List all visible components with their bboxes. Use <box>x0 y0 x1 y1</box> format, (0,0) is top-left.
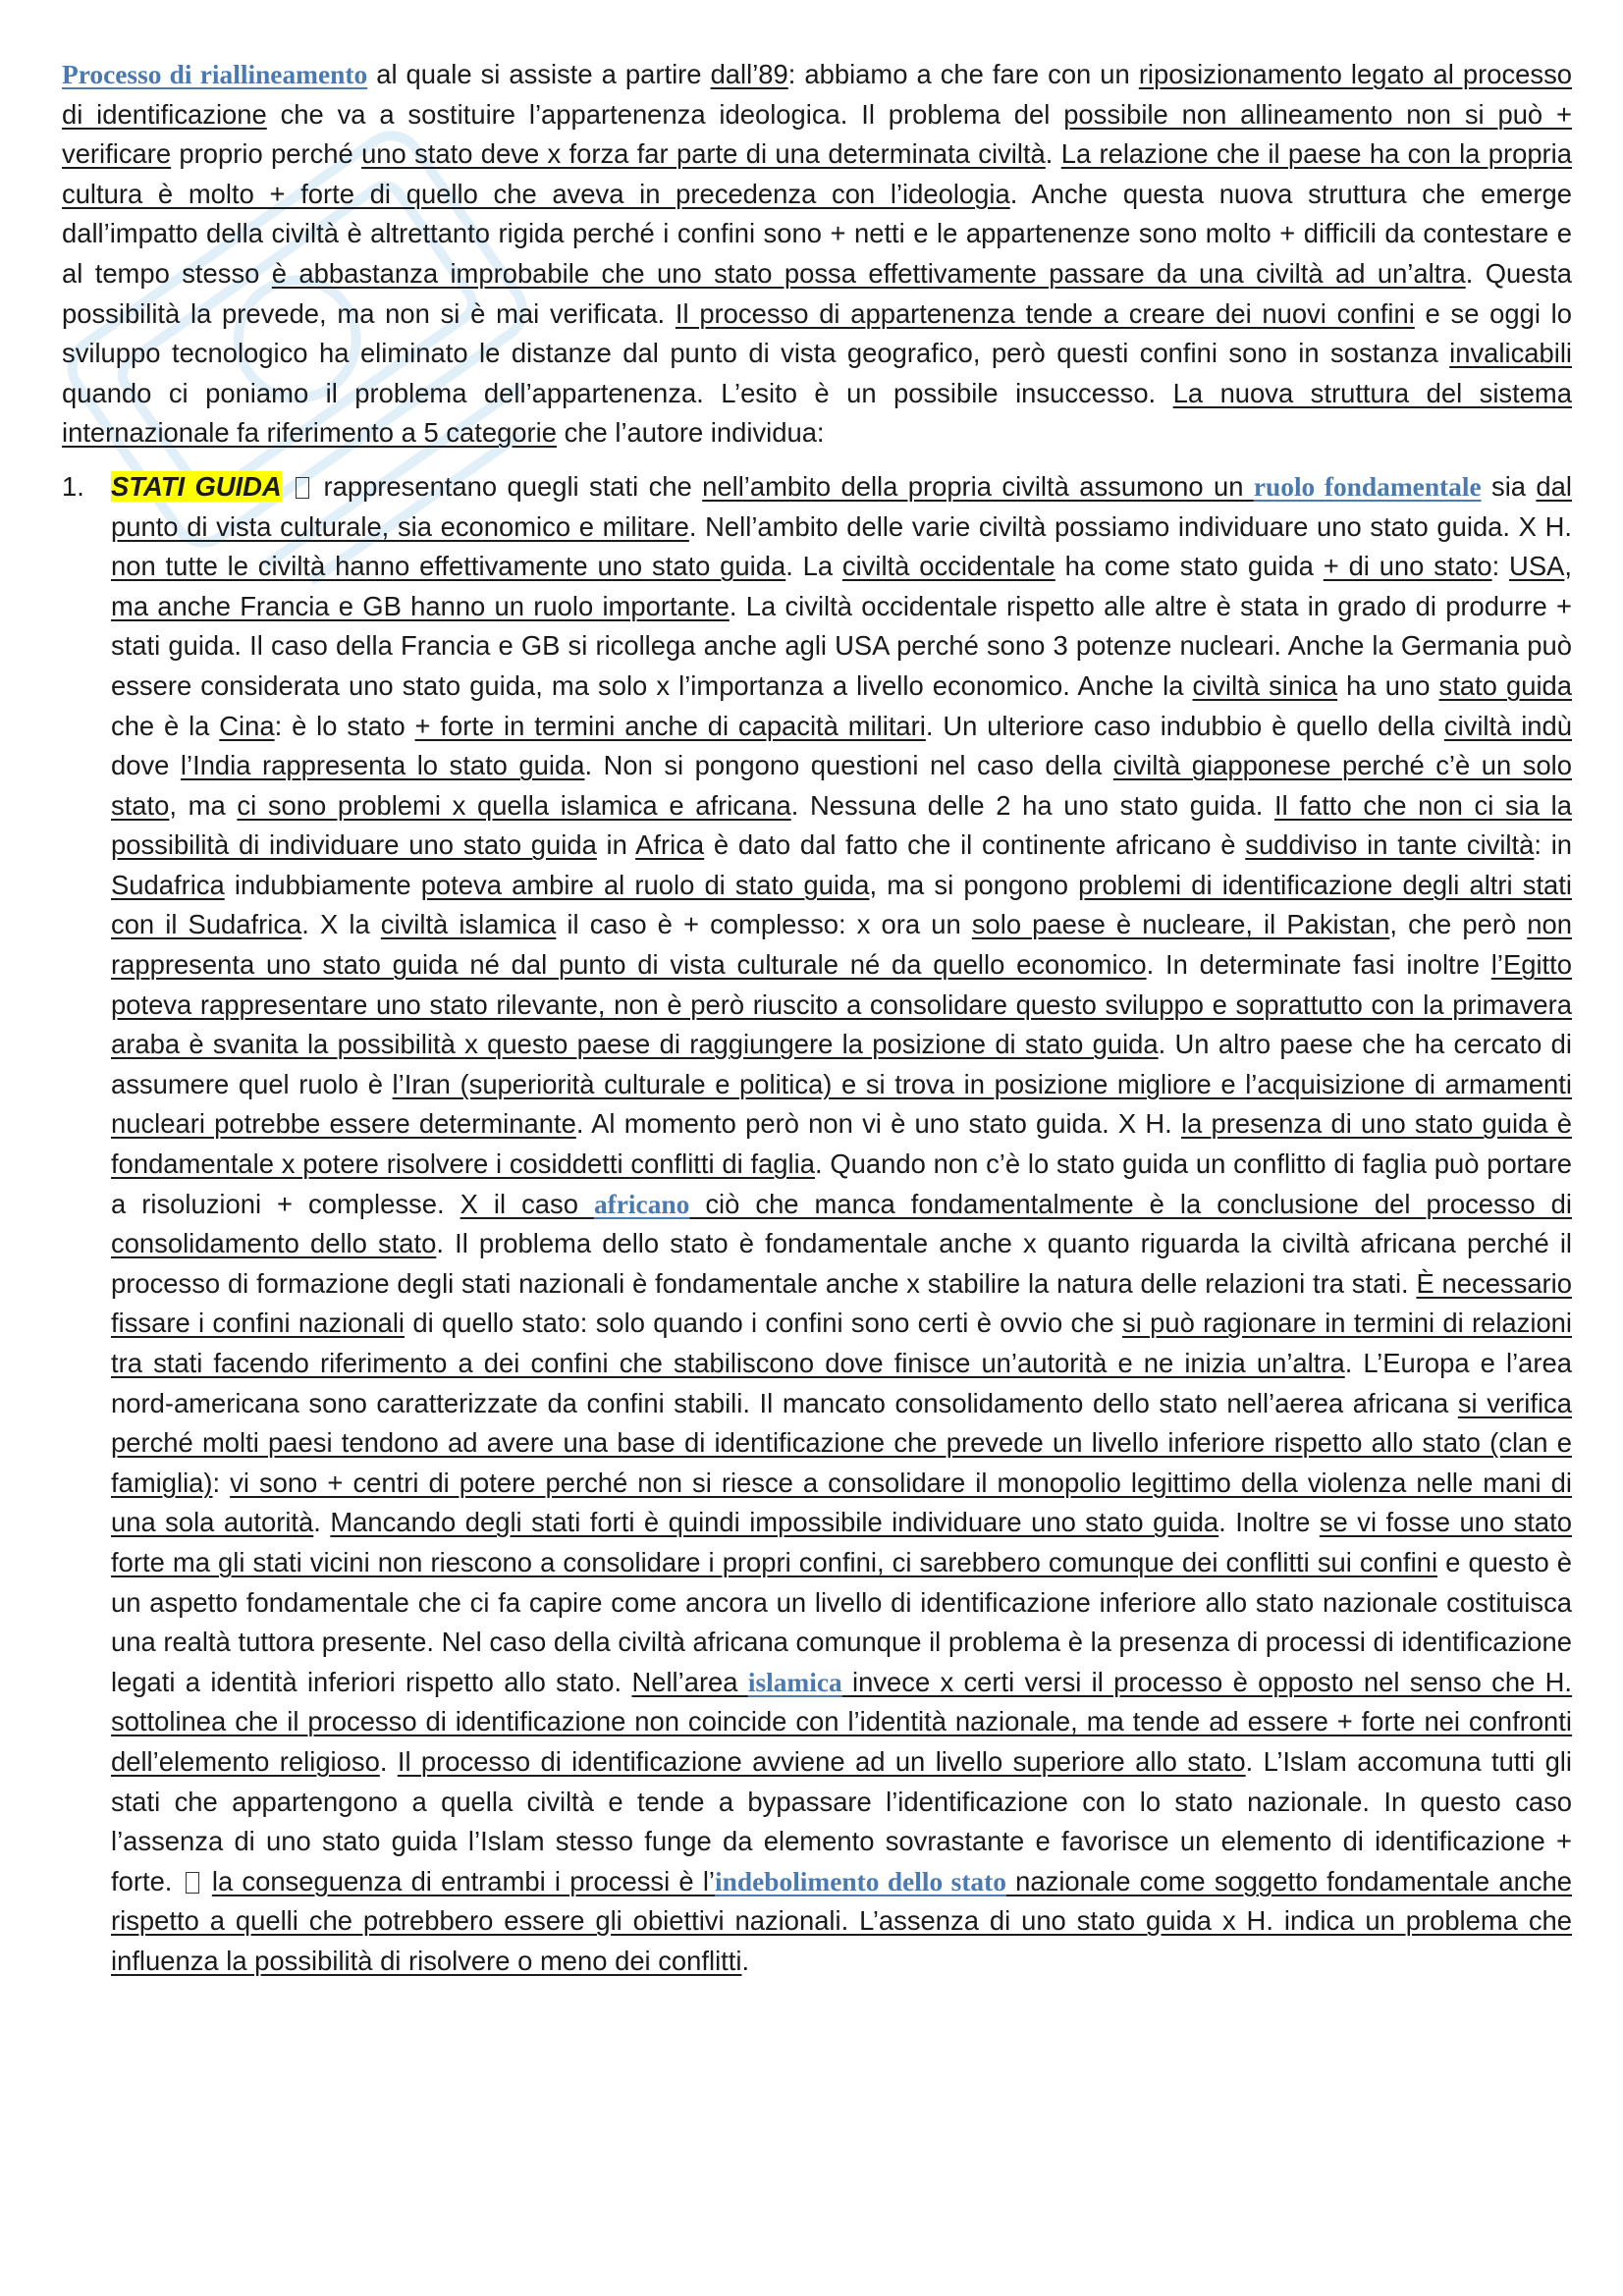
text-run: è dato dal fatto che il continente africano è <box>704 829 1246 861</box>
text-run: . Al momento però non vi è uno stato guida. X H. <box>575 1108 1182 1140</box>
text-run: e questo è un aspetto fondamentale che ci fa capire come ancora un livello di identificazione inferiore allo stato nazionale costituisca una realtà tuttora presente. Nel caso della civiltà africana comunque il problema è la presenza di processi di identificazione legati a identità inferiori rispetto allo stato. <box>111 1546 1572 1697</box>
text-run: : <box>212 1467 231 1498</box>
underlined-text: È necessario fissare i confini nazionali <box>111 1267 1572 1339</box>
underlined-text: possibile non allineamento non si può + verificare <box>62 98 1573 170</box>
underlined-text: USA <box>1509 551 1565 582</box>
underlined-text: La relazione che il paese ha con la propria cultura è molto + forte di quello che aveva in precedenza con l’ideologia <box>62 138 1572 209</box>
text-run <box>203 1866 212 1896</box>
underlined-text: suddiviso in tante civiltà <box>1245 829 1535 861</box>
text-run: : <box>1491 551 1510 582</box>
underlined-text: Africa <box>635 829 705 861</box>
underlined-text: civiltà occidentale <box>841 551 1055 582</box>
text-run: che va a sostituire l’appartenenza ideologica. Il problema del <box>266 98 1064 130</box>
underlined-text: invece x certi versi il processo è opposto nel senso che H. sottolinea che il processo di identificazione non coincide con l’identità nazionale, ma tende ad essere + forte nei confronti dell’elemento religioso <box>111 1666 1573 1777</box>
underlined-text: uno stato deve x forza far parte di una determinata civiltà <box>361 138 1046 170</box>
text-run: . L’Islam accomuna tutti gli stati che appartengono a quella civiltà e tende a bypassare l’identificazione con lo stato nazionale. In questo caso l’assenza di uno stato guida l’Islam stesso funge da elemento sovrastante e favorisce un elemento di identificazione + forte. <box>111 1745 1572 1896</box>
text-run: indubbiamente <box>224 869 421 900</box>
text-run <box>282 471 292 502</box>
underlined-text: + forte in termini anche di capacità militari <box>414 710 926 741</box>
emphasized-term: indebolimento dello stato <box>715 1866 1006 1896</box>
underlined-text: dall’89 <box>710 59 788 89</box>
underlined-text: ma anche Francia e GB hanno un ruolo importante <box>111 590 730 621</box>
underlined-text: civiltà sinica <box>1192 669 1338 701</box>
text-run: al quale si assiste a partire <box>367 59 711 89</box>
text-run: e se oggi lo sviluppo tecnologico ha eliminato le distanze dal punto di vista geografico, però questi confini sono in sostanza <box>62 297 1572 369</box>
text-run: . X la <box>301 909 381 940</box>
text-run: rappresentano quegli stati che <box>313 470 703 502</box>
underlined-text: riposizionamento legato al processo di identificazione <box>62 59 1573 130</box>
text-run: di quello stato: solo quando i confini sono certi è ovvio che <box>405 1308 1123 1339</box>
underlined-text: se vi fosse uno stato forte ma gli stati vicini non riescono a consolidare i propri confini, ci sarebbero comunque dei conflitti sui confini <box>111 1507 1572 1577</box>
text-run: . Un altro paese che ha cercato di assumere quel ruolo è <box>111 1029 1572 1099</box>
underlined-text: ciò che manca fondamentalmente è la conclusione del processo di consolidamento dello stato <box>111 1188 1572 1259</box>
emphasized-term: Processo di riallineamento <box>62 60 368 89</box>
underlined-text: civiltà islamica <box>380 909 557 940</box>
emphasized-term: islamica <box>747 1667 842 1697</box>
text-run: sia <box>1481 470 1537 502</box>
underlined-text: ci sono problemi x quella islamica e africana <box>237 789 791 821</box>
underlined-text: dal punto di vista culturale, sia economico e militare <box>111 470 1572 542</box>
text-run: . <box>379 1745 398 1777</box>
text-run: . Anche questa nuova struttura che emerge dall’impatto della civiltà è altrettanto rigida perché i confini sono + netti e le appartenenze sono molto + difficili da contestare e al tempo stesso <box>62 178 1572 289</box>
text-run: . L’Europa e l’area nord-americana sono caratterizzate da confini stabili. Il mancato consolidamento dello stato nell’aerea africana <box>111 1348 1572 1418</box>
text-run: ha uno <box>1337 669 1439 701</box>
text-run: in <box>596 829 636 861</box>
arrow-glyph-icon <box>186 1872 199 1894</box>
underlined-text: poteva ambire al ruolo di stato guida <box>420 869 870 900</box>
text-run: . <box>313 1507 331 1538</box>
arrow-glyph-icon <box>296 477 309 499</box>
underlined-text: è abbastanza improbabile che uno stato possa effettivamente passare da una civiltà ad un’altra <box>271 257 1466 289</box>
text-run: . Quando non c’è lo stato guida un conflitto di faglia può portare a risoluzioni + complesse. <box>111 1148 1572 1219</box>
underlined-text: Il fatto che non ci sia la possibilità di individuare uno stato guida <box>111 789 1572 861</box>
text-run: , che però <box>1389 909 1528 940</box>
list-item-stati-guida <box>62 467 1572 1982</box>
text-run: , <box>1564 551 1572 582</box>
underlined-text: Sudafrica <box>111 869 225 900</box>
underlined-text: + di uno stato <box>1323 551 1492 582</box>
text-run: dove <box>111 750 181 781</box>
document-page <box>62 55 1572 1982</box>
underlined-text: la conseguenza di entrambi i processi è l’ <box>211 1865 716 1896</box>
intro-paragraph <box>62 55 1572 454</box>
text-run: il caso è + complesso: x ora un <box>556 909 972 940</box>
underlined-text: si può ragionare in termini di relazioni tra stati facendo riferimento a dei confini che stabiliscono dove finisce un’autorità e ne inizia un’altra <box>111 1308 1573 1378</box>
text-run: . Questa possibilità la prevede, ma non si è mai verificata. <box>62 257 1573 329</box>
underlined-text: Il processo di identificazione avviene ad un livello superiore allo stato <box>397 1745 1246 1777</box>
stati-guida-paragraph <box>111 467 1572 1982</box>
underlined-text: stato guida <box>1438 669 1572 701</box>
underlined-text: l’Egitto poteva rappresentare uno stato rilevante, non è però riuscito a consolidare questo sviluppo e soprattutto con la primavera araba è svanita la possibilità x questo paese di raggiungere la posizione di stato guida <box>111 949 1572 1060</box>
list-number: 1. <box>62 470 84 502</box>
underlined-text: non tutte le civiltà hanno effettivamente uno stato guida <box>111 551 786 582</box>
text-run: . Un ulteriore caso indubbio è quello della <box>925 710 1444 741</box>
underlined-text: l’India rappresenta lo stato guida <box>180 750 585 781</box>
underlined-text: Il processo di appartenenza tende a creare dei nuovi confini <box>675 297 1415 329</box>
text-run: : abbiamo a che fare con un <box>787 59 1139 89</box>
text-run: . Non si pongono questioni nel caso della <box>584 750 1113 781</box>
underlined-text: Cina <box>219 710 275 741</box>
text-run: . La <box>785 551 842 582</box>
text-run: proprio perché <box>171 138 362 170</box>
underlined-text: nell’ambito della propria civiltà assumono un <box>702 470 1254 502</box>
underlined-text: solo paese è nucleare, il Pakistan <box>971 909 1390 940</box>
underlined-text: invalicabili <box>1449 338 1572 369</box>
emphasized-term: africano <box>593 1189 690 1219</box>
underlined-text: non rappresenta uno stato guida né dal punto di vista culturale né da quello economico <box>111 909 1572 981</box>
underlined-text: Mancando degli stati forti è quindi impossibile individuare uno stato guida <box>330 1507 1219 1538</box>
text-run: ha come stato guida <box>1055 551 1324 582</box>
underlined-text: La nuova struttura del sistema internazionale fa riferimento a 5 categorie <box>62 377 1572 449</box>
text-run: : è lo stato <box>274 710 415 741</box>
text-run: che l’autore individua: <box>556 417 825 449</box>
category-list <box>62 467 1572 1982</box>
underlined-text: si verifica perché molti paesi tendono ad avere una base di identificazione che prevede un livello inferiore rispetto allo stato (clan e famiglia) <box>111 1387 1572 1498</box>
text-run: . Nessuna delle 2 ha uno stato guida. <box>790 789 1275 821</box>
underlined-text: Nell’area <box>631 1666 748 1697</box>
text-run: : in <box>1534 829 1573 861</box>
text-run: , ma <box>169 789 238 821</box>
underlined-text: civiltà indù <box>1443 710 1572 741</box>
underlined-text: problemi di identificazione degli altri stati con il Sudafrica <box>111 869 1572 940</box>
text-run: . Nell’ambito delle varie civiltà possiamo individuare uno stato guida. X H. <box>688 510 1572 542</box>
underlined-text: nazionale come soggetto fondamentale anche rispetto a quelli che potrebbero essere gli obiettivi nazionali. L’assenza di uno stato guida x H. indica un problema che influenza la possibilità di risolvere o meno dei conflitti <box>111 1865 1572 1976</box>
emphasized-term: ruolo fondamentale <box>1253 471 1482 502</box>
text-run: . In determinate fasi inoltre <box>1146 949 1491 981</box>
text-run: che è la <box>111 710 220 741</box>
underlined-text: la presenza di uno stato guida è fondamentale x potere risolvere i cosiddetti conflitti di faglia <box>111 1108 1572 1180</box>
underlined-text: vi sono + centri di potere perché non si riesce a consolidare il monopolio legittimo della violenza nelle mani di una sola autorità <box>111 1467 1572 1538</box>
text-run: . Il problema dello stato è fondamentale anche x quanto riguarda la civiltà africana perché il processo di formazione degli stati nazionali è fondamentale anche x stabilire la natura delle relazioni tra stati. <box>111 1228 1572 1299</box>
text-run: . La civiltà occidentale rispetto alle altre è stata in grado di produrre + stati guida. Il caso della Francia e GB si ricollega anche agli USA perché sono 3 potenze nucleari. Anche la Germania può essere considerata uno stato guida, ma solo x l’importanza a livello economico. Anche la <box>111 590 1572 701</box>
underlined-text: l’Iran (superiorità culturale e politica) e si trova in posizione migliore e l’acquisizione di armamenti nucleari potrebbe essere determinante <box>111 1068 1572 1140</box>
text-run: . <box>1045 138 1061 170</box>
underlined-text: civiltà giapponese perché c’è un solo stato <box>111 750 1572 821</box>
underlined-text: X il caso <box>460 1188 594 1219</box>
text-run: . Inoltre <box>1218 1507 1320 1538</box>
text-run: . <box>741 1945 750 1976</box>
text-run: , ma si pongono <box>869 869 1079 900</box>
highlighted-heading: STATI GUIDA <box>111 470 282 502</box>
text-run: quando ci poniamo il problema dell’appartenenza. L’esito è un possibile insuccesso. <box>62 377 1173 408</box>
